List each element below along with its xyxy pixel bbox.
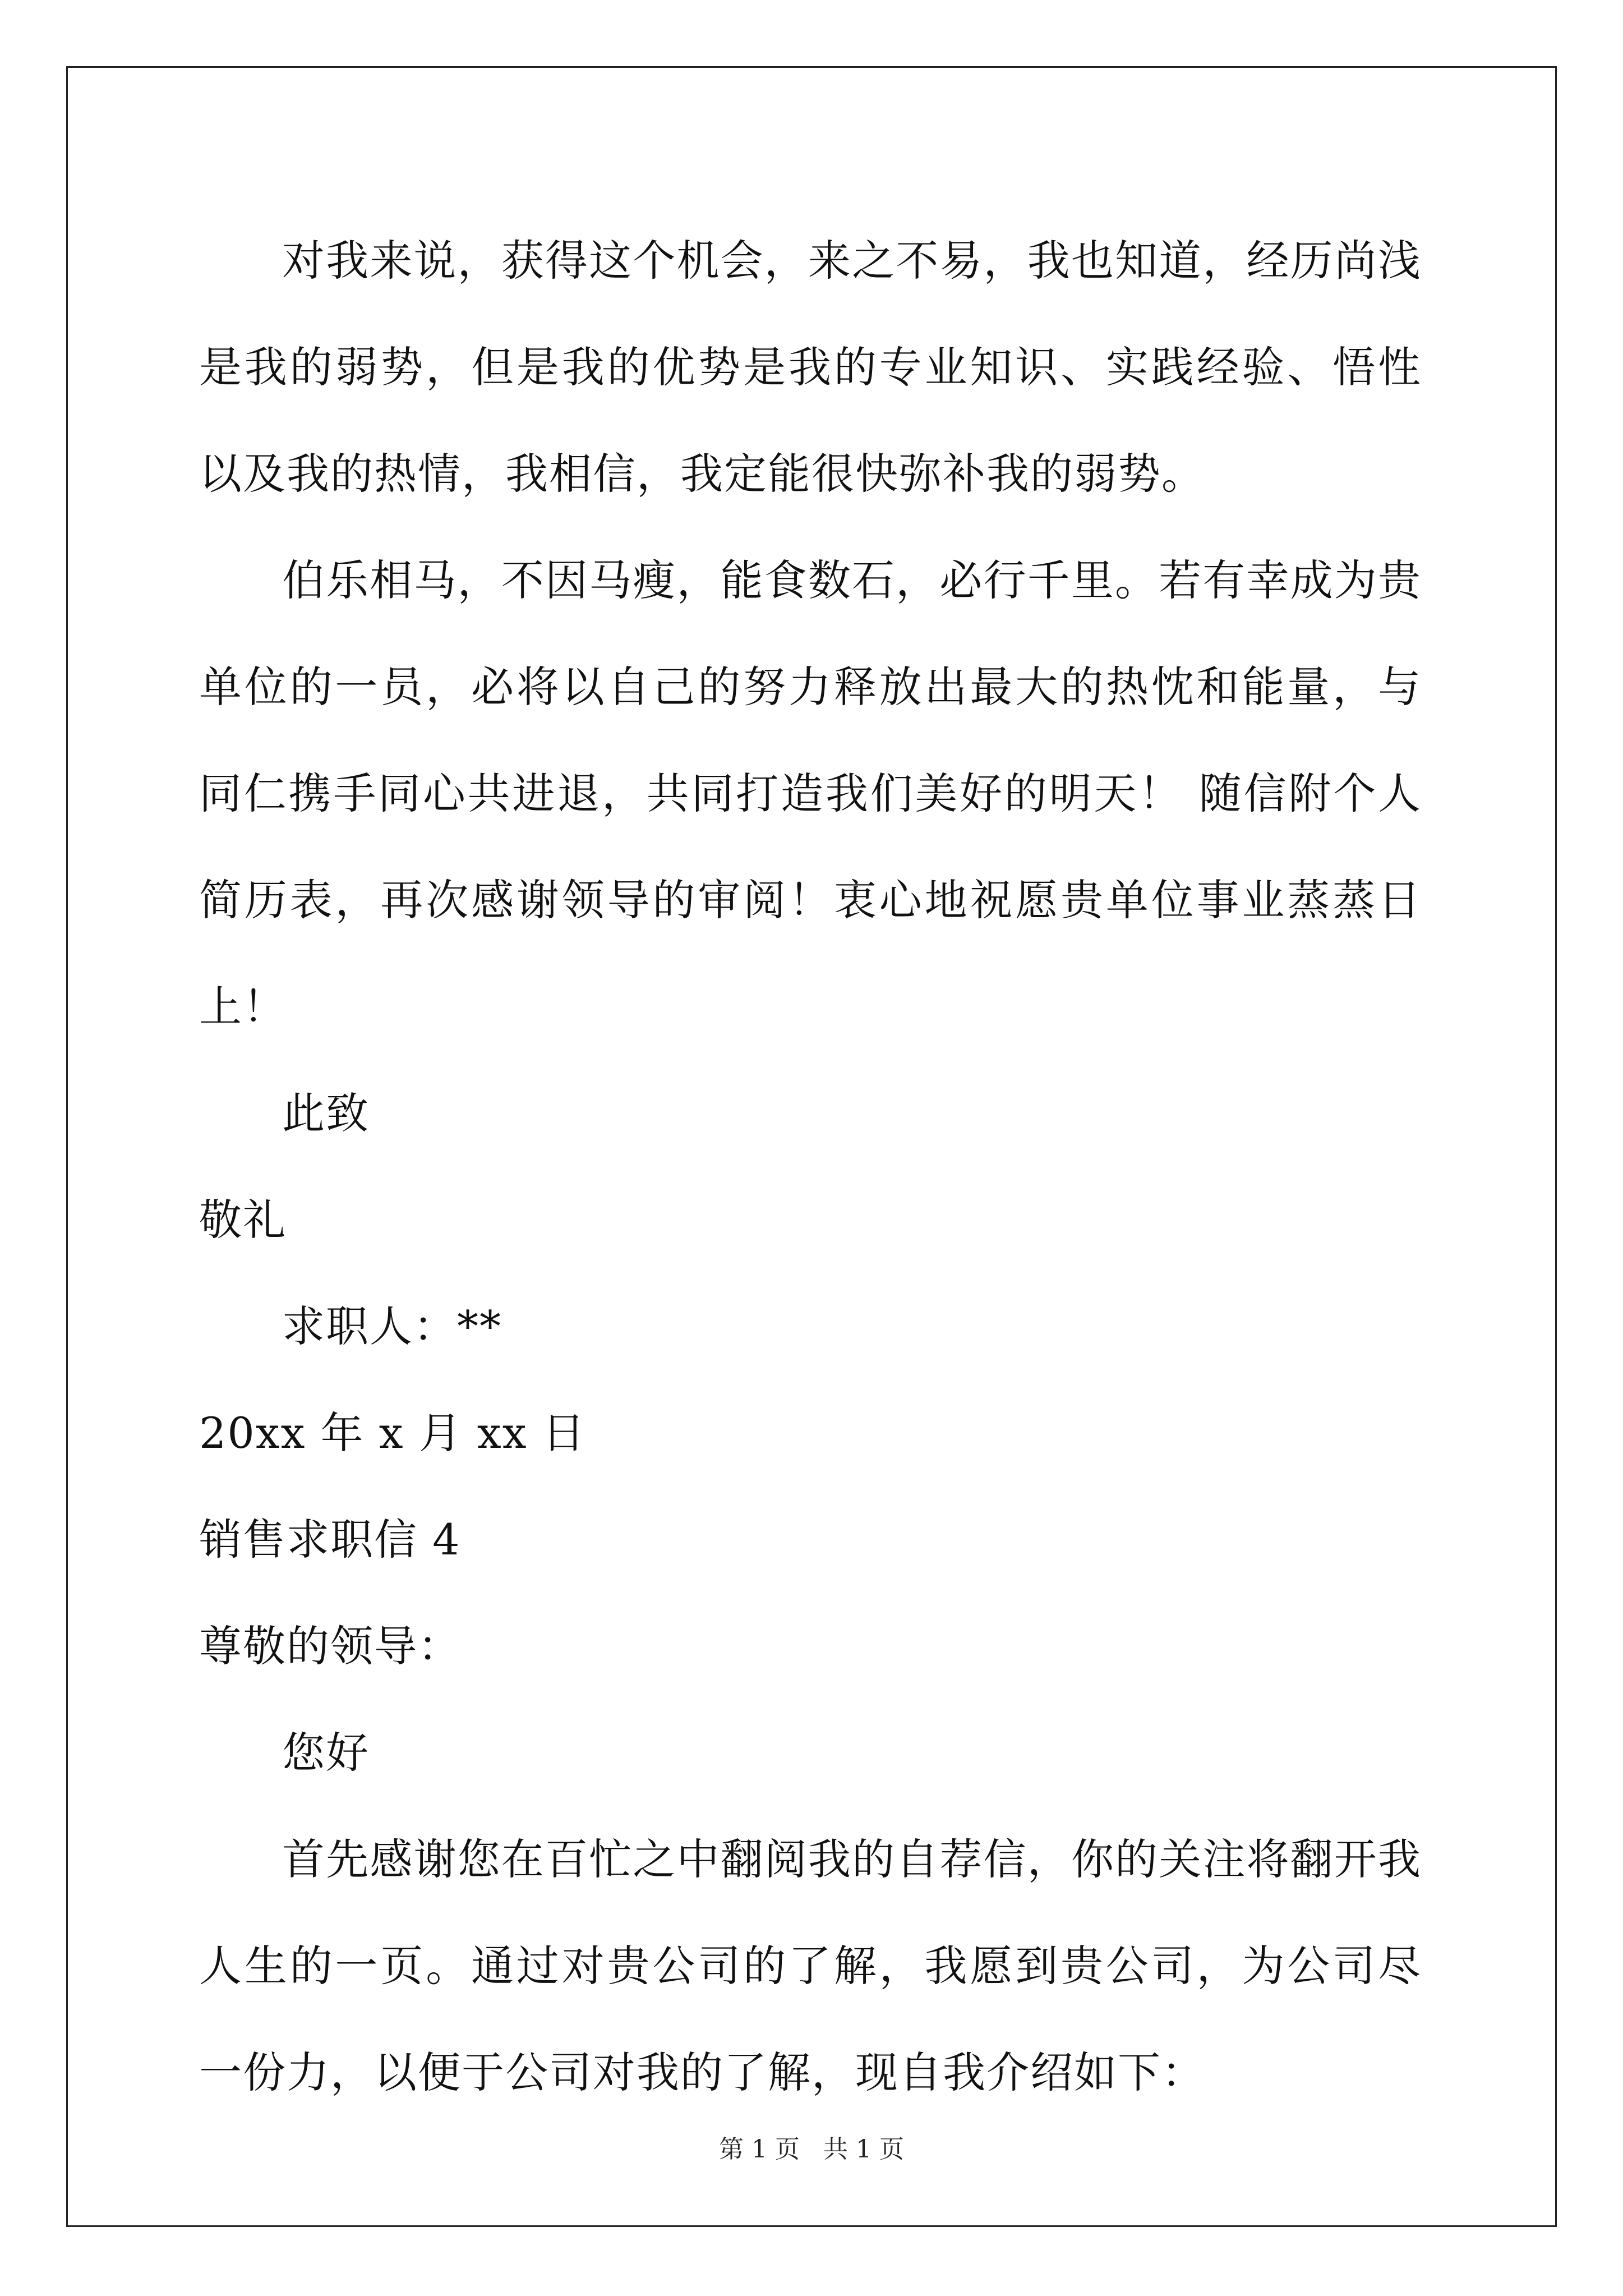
page-footer [0,2129,1623,2165]
applicant-signature: 求职人：** [282,1301,502,1351]
paragraph-2: 伯乐相马，不因马瘦，能食数石，必行千里。若有幸成为贵单位的一员，必将以自己的努力释放出最大的热忱和能量，与同仁携手同心共进退，共同打造我们美好的明天！ 随信附个人简历表，再次感谢领导的审阅！衷心地祝愿贵单位事业蒸蒸日上！ [199,555,1422,1032]
document-body [199,208,1422,2126]
page-total: 共 1 页 [823,2135,904,2164]
letter-hello: 您好 [282,1728,370,1778]
closing-salutation: 此致 [282,1088,370,1138]
paragraph-1: 对我来说，获得这个机会，来之不易，我也知道，经历尚浅是我的弱势，但是我的优势是我的专业知识、实践经验、悟性以及我的热情，我相信，我定能很快弥补我的弱势。 [199,236,1422,499]
paragraph-3: 首先感谢您在百忙之中翻阅我的自荐信，你的关注将翻开我人生的一页。通过对贵公司的了解，我愿到贵公司，为公司尽一份力，以便于公司对我的了解，现自我介绍如下： [199,1834,1422,2097]
page-number: 第 1 页 [719,2135,800,2164]
letter-date: 20xx 年 x 月 xx 日 [199,1408,586,1458]
closing-regards: 敬礼 [199,1195,287,1245]
letter-greeting: 尊敬的领导： [199,1621,462,1671]
section-heading: 销售求职信 4 [199,1515,461,1565]
